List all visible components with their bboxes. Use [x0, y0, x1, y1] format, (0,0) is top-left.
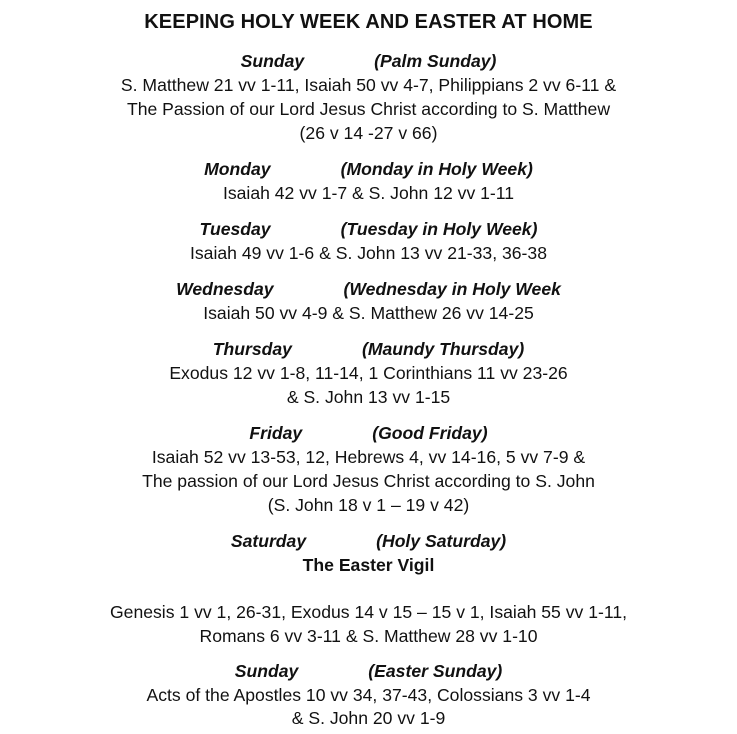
reading-line: The passion of our Lord Jesus Christ according to S. John — [142, 471, 595, 491]
day-name: (Easter Sunday) — [368, 661, 503, 681]
day-label: Friday — [249, 423, 303, 443]
day-name: (Tuesday in Holy Week) — [340, 219, 538, 239]
day-heading-friday — [0, 422, 737, 444]
reading-line: Romans 6 vv 3-11 & S. Matthew 28 vv 1-10 — [199, 626, 538, 646]
day-name: (Good Friday) — [372, 423, 488, 443]
reading-line: & S. John 20 vv 1-9 — [291, 708, 446, 728]
reading-line: S. Matthew 21 vv 1-11, Isaiah 50 vv 4-7, Philippians 2 vv 6-11 & — [120, 75, 617, 95]
reading-line: The Passion of our Lord Jesus Christ according to S. Matthew — [126, 99, 611, 119]
day-name: (Holy Saturday) — [376, 531, 507, 551]
reading-line: Isaiah 52 vv 13-53, 12, Hebrews 4, vv 14-16, 5 vv 7-9 & — [151, 447, 586, 467]
day-label: Thursday — [212, 339, 292, 359]
day-heading-wednesday — [0, 278, 737, 300]
reading-line: Exodus 12 vv 1-8, 11-14, 1 Corinthians 11 vv 23-26 — [169, 363, 568, 383]
day-name: (Palm Sunday) — [374, 51, 497, 71]
day-label: Sunday — [234, 661, 299, 681]
reading-line: & S. John 13 vv 1-15 — [286, 387, 451, 407]
day-heading-saturday — [0, 530, 737, 552]
day-label: Sunday — [240, 51, 305, 71]
day-name: (Monday in Holy Week) — [340, 159, 533, 179]
day-label: Monday — [204, 159, 271, 179]
day-heading-monday — [0, 158, 737, 180]
day-heading-easter-sunday — [0, 660, 737, 682]
reading-line: Genesis 1 vv 1, 26-31, Exodus 14 v 15 – 15 v 1, Isaiah 55 vv 1-11, — [109, 602, 628, 622]
easter-vigil-label: The Easter Vigil — [302, 555, 435, 575]
reading-line: (26 v 14 -27 v 66) — [299, 123, 438, 143]
reading-line: (S. John 18 v 1 – 19 v 42) — [267, 495, 470, 515]
day-name: (Maundy Thursday) — [361, 339, 525, 359]
day-heading-tuesday — [0, 218, 737, 240]
day-label: Wednesday — [176, 279, 274, 299]
day-label: Tuesday — [199, 219, 271, 239]
reading-line: Isaiah 42 vv 1-7 & S. John 12 vv 1-11 — [222, 183, 515, 203]
page-title: KEEPING HOLY WEEK AND EASTER AT HOME — [144, 11, 593, 33]
reading-line: Acts of the Apostles 10 vv 34, 37-43, Colossians 3 vv 1-4 — [146, 685, 591, 705]
day-heading-thursday — [0, 338, 737, 360]
reading-line: Isaiah 50 vv 4-9 & S. Matthew 26 vv 14-25 — [203, 303, 534, 323]
day-label: Saturday — [230, 531, 307, 551]
reading-line: Isaiah 49 vv 1-6 & S. John 13 vv 21-33, 36-38 — [190, 243, 547, 263]
day-heading-palm-sunday — [0, 50, 737, 72]
day-name: (Wednesday in Holy Week — [343, 279, 561, 299]
